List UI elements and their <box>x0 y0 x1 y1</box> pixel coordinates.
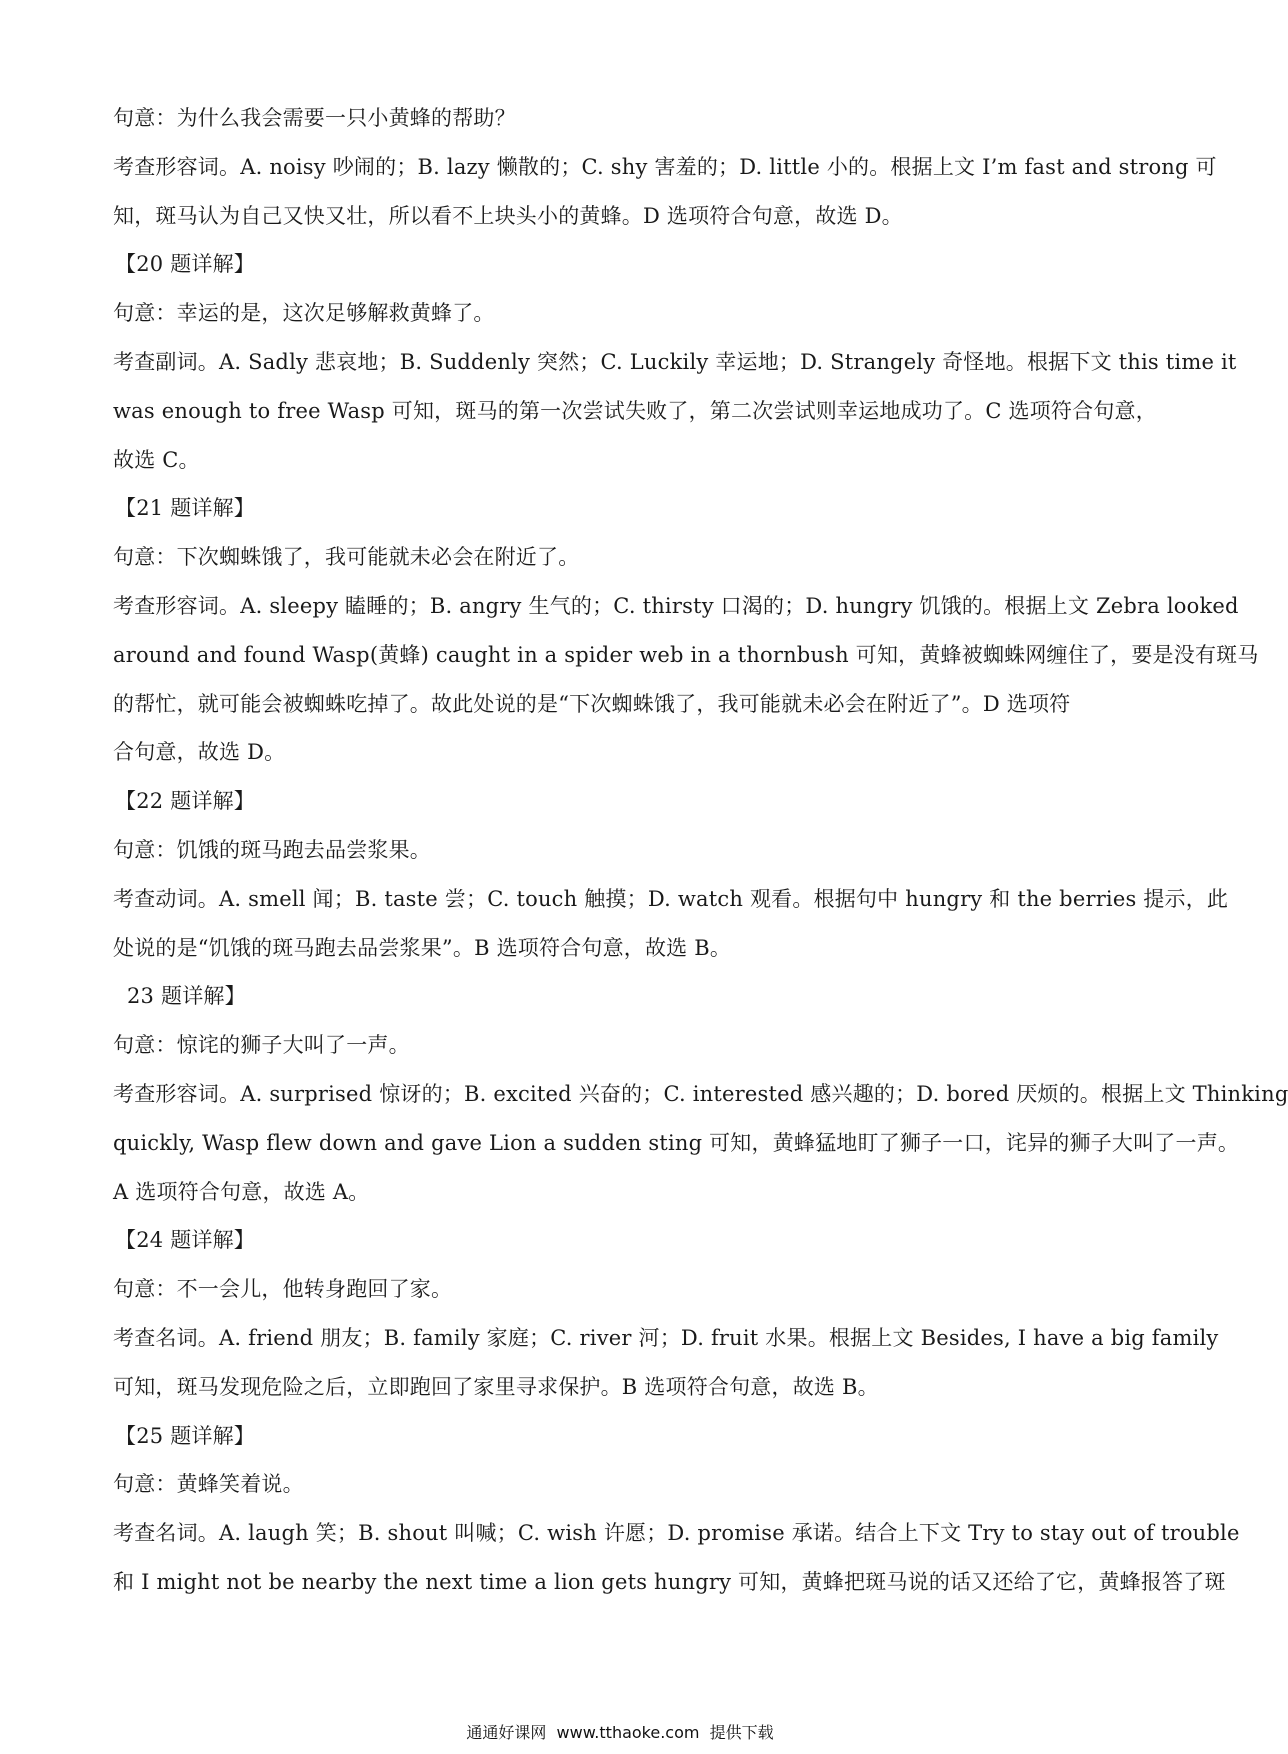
section-heading: 【20 题详解】 <box>115 252 255 277</box>
text-line: 合句意，故选 D。 <box>113 740 286 765</box>
section-heading: 23 题详解】 <box>127 984 246 1009</box>
text-line: 句意：黄蜂笑着说。 <box>113 1472 304 1497</box>
text-line: 考查名词。A. laugh 笑；B. shout 叫喊；C. wish 许愿；D. promise 承诺。结合上下文 Try to stay out of trouble <box>113 1521 1240 1546</box>
text-line: 考查副词。A. Sadly 悲哀地；B. Suddenly 突然；C. Luckily 幸运地；D. Strangely 奇怪地。根据下文 this time it <box>113 349 1237 374</box>
text-line: around and found Wasp(黄蜂) caught in a spider web in a thornbush 可知，黄蜂被蜘蛛网缠住了，要是没有斑马 <box>113 642 1259 667</box>
text-line: 考查名词。A. friend 朋友；B. family 家庭；C. river 河；D. fruit 水果。根据上文 Besides, I have a big family <box>113 1325 1219 1350</box>
text-line: 考查动词。A. smell 闻；B. taste 尝；C. touch 触摸；D. watch 观看。根据句中 hungry 和 the berries 提示，此 <box>113 886 1229 911</box>
section-heading: 【21 题详解】 <box>115 496 255 521</box>
text-line: 句意：下次蜘蛛饿了，我可能就未必会在附近了。 <box>113 545 580 570</box>
text-line: 的帮忙，就可能会被蜘蛛吃掉了。故此处说的是“下次蜘蛛饿了，我可能就未必会在附近了”。D 选项符 <box>113 691 1071 716</box>
text-line: 故选 C。 <box>113 447 200 472</box>
text-line: 考查形容词。A. sleepy 瞌睡的；B. angry 生气的；C. thirsty 口渴的；D. hungry 饥饿的。根据上文 Zebra looked <box>113 593 1239 618</box>
text-line: 处说的是“饥饿的斑马跑去品尝浆果”。B 选项符合句意，故选 B。 <box>113 935 732 960</box>
text-line: 句意：饥饿的斑马跑去品尝浆果。 <box>113 837 431 862</box>
text-line: 和 I might not be nearby the next time a lion gets hungry 可知，黄蜂把斑马说的话又还给了它，黄蜂报答了斑 <box>113 1569 1226 1594</box>
document-body <box>113 94 1288 1607</box>
text-line: 考查形容词。A. surprised 惊讶的；B. excited 兴奋的；C. interested 感兴趣的；D. bored 厌烦的。根据上文 Thinking <box>113 1081 1288 1106</box>
text-line: A 选项符合句意，故选 A。 <box>113 1179 370 1204</box>
text-line: 句意：惊诧的狮子大叫了一声。 <box>113 1033 410 1058</box>
section-heading: 【25 题详解】 <box>115 1423 255 1448</box>
text-line: 可知，斑马发现危险之后，立即跑回了家里寻求保护。B 选项符合句意，故选 B。 <box>113 1374 879 1399</box>
text-line: 句意：为什么我会需要一只小黄蜂的帮助？ <box>113 106 516 130</box>
text-line: 句意：幸运的是，这次足够解救黄蜂了。 <box>113 301 495 326</box>
section-heading: 【24 题详解】 <box>115 1228 255 1253</box>
footer-watermark: 通通好课网 www.tthaoke.com 提供下载 <box>466 1723 774 1742</box>
section-heading: 【22 题详解】 <box>115 789 255 814</box>
text-line: was enough to free Wasp 可知，斑马的第一次尝试失败了，第二次尝试则幸运地成功了。C 选项符合句意， <box>113 398 1157 423</box>
text-line: 句意：不一会儿，他转身跑回了家。 <box>113 1277 453 1302</box>
text-line: 知，斑马认为自己又快又壮，所以看不上块头小的黄蜂。D 选项符合句意，故选 D。 <box>113 203 903 228</box>
text-line: 考查形容词。A. noisy 吵闹的；B. lazy 懒散的；C. shy 害羞的；D. little 小的。根据上文 I’m fast and strong 可 <box>113 154 1217 179</box>
text-line: quickly, Wasp flew down and gave Lion a sudden sting 可知，黄蜂猛地盯了狮子一口，诧异的狮子大叫了一声。 <box>113 1130 1240 1155</box>
